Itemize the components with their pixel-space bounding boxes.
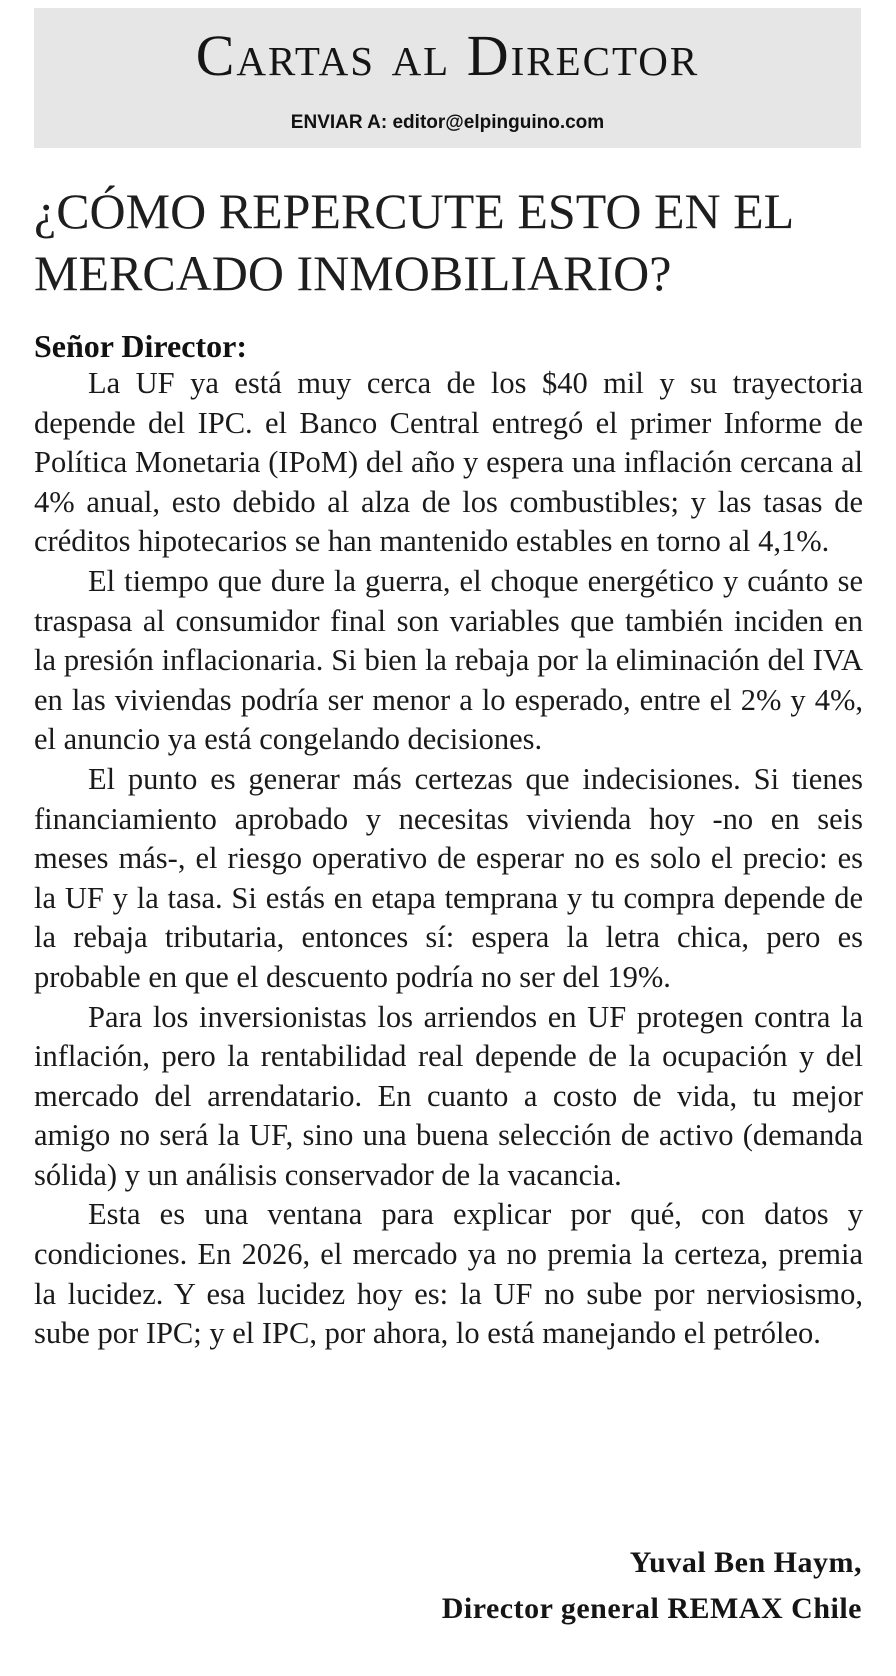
paragraph: El tiempo que dure la guerra, el choque energético y cuánto se traspasa al consumidor final son variables que también inciden en la presión inflacionaria. Si bien la rebaja por la eliminación del IVA en las viviendas podría ser menor a lo esperado, entre el 2% y 4%, el anuncio ya está congelando decisiones. xyxy=(34,563,863,757)
section-header xyxy=(34,8,861,148)
signature-role: Director general REMAX Chile xyxy=(441,1592,862,1625)
paragraph: La UF ya está muy cerca de los $40 mil y su trayectoria depende del IPC. el Banco Central entregó el primer Informe de Política Monetaria (IPoM) del año y espera una inflación cercana al 4% anual, esto debido al alza de los combustibles; y las tasas de créditos hipotecarios se han mantenido estables en torno al 4,1%. xyxy=(34,366,863,559)
signature-name: Yuval Ben Haym, xyxy=(629,1546,862,1579)
paragraph: Para los inversionistas los arriendos en UF protegen contra la inflación, pero la rentabilidad real depende de la ocupación y del mercado del arrendatario. En cuanto a costo de vida, tu mejor amigo no será la UF, sino una buena selección de activo (demanda sólida) y un análisis conservador de la vacancia. xyxy=(34,999,863,1192)
paragraph: El punto es generar más certezas que indecisiones. Si tienes financiamiento aprobado y necesitas vivienda hoy -no en seis meses más-, el riesgo operativo de esperar no es solo el precio: es la UF y la tasa. Si estás en etapa temprana y tu compra depende de la rebaja tributaria, entonces sí: espera la letra chica, pero es probable en que el descuento podría no ser del 19%. xyxy=(34,761,863,994)
letter-headline: ¿CÓMO REPERCUTE ESTO EN EL MERCADO INMOBILIARIO? xyxy=(34,183,793,301)
letter-body xyxy=(34,364,863,1354)
salutation: Señor Director: xyxy=(34,328,247,364)
signature xyxy=(442,1540,862,1632)
paragraph: Esta es una ventana para explicar por qué, con datos y condiciones. En 2026, el mercado ya no premia la certeza, premia la lucidez. Y esa lucidez hoy es: la UF no sube por nerviosismo, sube por IPC; y el IPC, por ahora, lo está manejando el petróleo. xyxy=(34,1197,863,1351)
send-to-line: ENVIAR A: editor@elpinguino.com xyxy=(290,112,605,133)
section-title: Cartas al Director xyxy=(195,23,700,88)
